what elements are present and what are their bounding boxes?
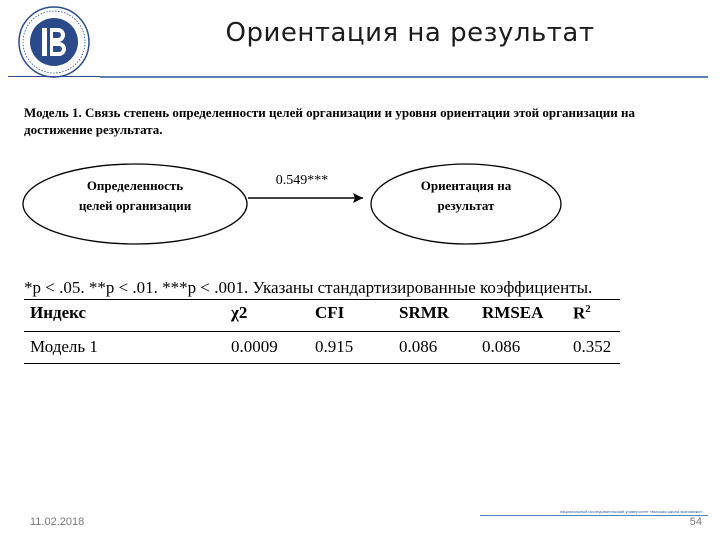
left-node-line2: целей организации xyxy=(78,198,192,213)
table-cell: 0.086 xyxy=(476,331,567,363)
table-header-r xyxy=(567,300,620,332)
left-node-line1: Определенность xyxy=(86,178,184,193)
right-node-line2: результат xyxy=(437,198,495,213)
table-cell: 0.352 xyxy=(567,331,620,363)
table-header: CFI xyxy=(309,300,393,332)
table-header-row xyxy=(24,300,620,332)
r-label: R xyxy=(573,303,586,323)
page-title: Ориентация на результат xyxy=(225,18,595,48)
table-header: Индекс xyxy=(24,300,225,332)
title-divider xyxy=(100,76,708,78)
model-caption: Модель 1. Связь степень определенности целей организации и уровня ориентации этой организации на достижение результата. xyxy=(24,105,635,137)
table-header: SRMR xyxy=(393,300,476,332)
footer-date: 11.02.2018 xyxy=(30,516,85,528)
table-row xyxy=(24,331,620,363)
r-superscript: 2 xyxy=(585,303,591,315)
right-node-line1: Ориентация на xyxy=(420,178,512,193)
logo-caption xyxy=(8,74,100,84)
table-header: χ2 xyxy=(225,300,309,332)
path-coefficient: 0.549*** xyxy=(275,173,329,188)
significance-note: *p < .05. **p < .01. ***p < .001. Указаны стандартизированные коэффициенты. xyxy=(24,278,593,297)
table-header: RMSEA xyxy=(476,300,567,332)
footer-divider xyxy=(480,515,708,516)
table-cell: Модель 1 xyxy=(24,331,225,363)
table-cell: 0.086 xyxy=(393,331,476,363)
table-cell: 0.0009 xyxy=(225,331,309,363)
footer-organization: национальный исследовательский университет «высшая школа экономики» xyxy=(559,509,702,514)
page-number: 54 xyxy=(689,516,702,528)
path-diagram xyxy=(20,160,580,248)
table-cell: 0.915 xyxy=(309,331,393,363)
fit-indices-table xyxy=(24,299,620,364)
